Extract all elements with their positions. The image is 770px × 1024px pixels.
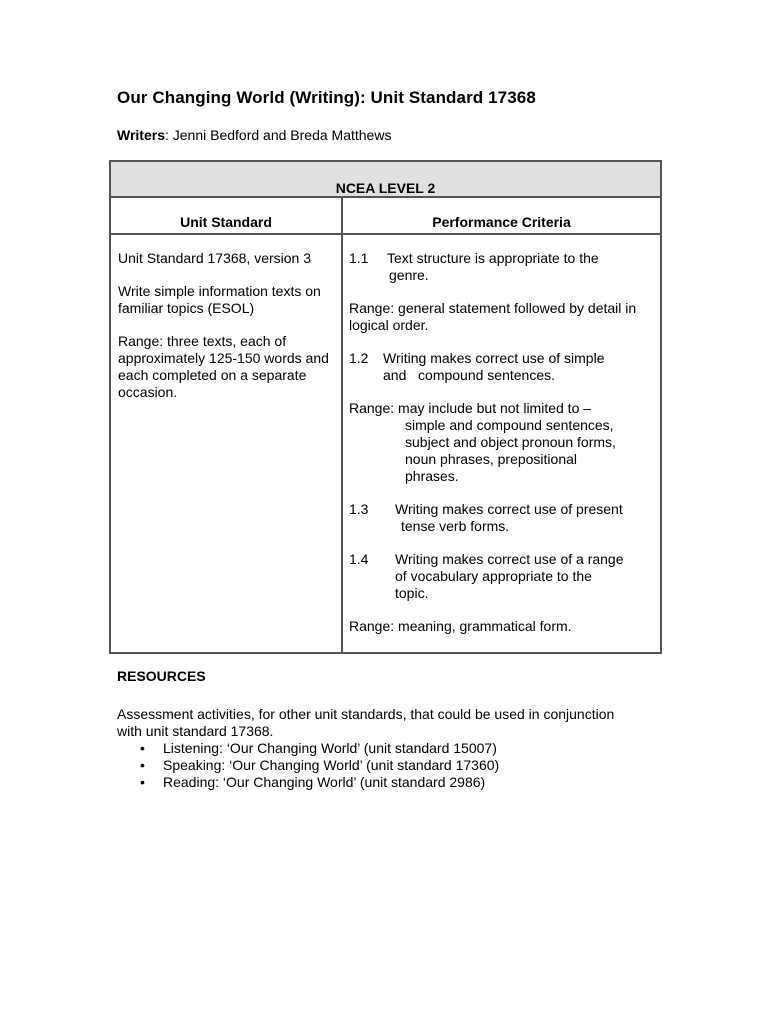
criterion-text: Text structure is appropriate to the [387,250,599,266]
range-item: noun phrases, prepositional [405,451,578,467]
criterion-text: Writing makes correct use of a range [395,551,624,567]
range-label: Range: may include but not limited to – [349,400,592,416]
resources-intro: Assessment activities, for other unit standards, that could be used in conjunction with unit standard 17368. [117,706,615,739]
resource-text: Reading: ‘Our Changing World’ (unit standard 2986) [163,774,486,790]
range-item: phrases. [405,468,459,484]
bullet-icon: • [140,757,145,773]
criterion-1-3 [349,501,659,535]
bullet-icon: • [140,740,145,756]
criteria-table [109,160,662,654]
bullet-icon: • [140,774,145,790]
criterion-number: 1.3 [349,501,369,517]
criterion-text: Writing makes correct use of present [395,501,623,517]
unit-standard-description: Write simple information texts on familiar topics (ESOL) [118,283,321,316]
unit-standard-range: Range: three texts, each of approximately 125-150 words and each completed on a separate occasion. [118,333,329,400]
writers-line [117,127,391,143]
resources-heading: RESOURCES [117,668,206,684]
criterion-number: 1.2 [349,350,369,366]
criterion-1-1 [349,250,659,284]
document-title: Our Changing World (Writing): Unit Standard 17368 [117,88,536,107]
criterion-number: 1.4 [349,551,369,567]
criterion-text-cont: and compound sentences. [383,367,556,383]
criterion-range: Range: meaning, grammatical form. [349,618,572,634]
criterion-text: Writing makes correct use of simple [383,350,605,366]
range-item: simple and compound sentences, [405,417,614,433]
table-header: NCEA LEVEL 2 [111,162,660,198]
list-item [140,740,499,757]
list-item [140,774,499,791]
criterion-number: 1.1 [349,250,369,266]
resources-list [140,740,499,791]
unit-standard-version: Unit Standard 17368, version 3 [118,250,312,266]
resource-text: Speaking: ‘Our Changing World’ (unit standard 17360) [163,757,500,773]
list-item [140,757,499,774]
writers-label: Writers [117,127,165,143]
criterion-text-cont: tense verb forms. [401,518,510,534]
unit-standard-cell [118,250,338,417]
resource-text: Listening: ‘Our Changing World’ (unit standard 15007) [163,740,497,756]
column-header-divider [111,233,660,235]
criterion-range-detail [349,400,659,485]
writers-names: : Jenni Bedford and Breda Matthews [164,127,392,143]
range-item: subject and object pronoun forms, [405,434,616,450]
criterion-text-cont: topic. [395,585,429,601]
criterion-text-cont: genre. [389,267,429,283]
column-header-unit-standard: Unit Standard [180,214,272,230]
column-header-performance-criteria: Performance Criteria [432,214,571,230]
criterion-1-2 [349,350,659,384]
criterion-text-cont: of vocabulary appropriate to the [395,568,592,584]
column-divider [341,198,343,654]
criterion-1-4 [349,551,659,602]
performance-criteria-cell [349,250,659,651]
criterion-range: Range: general statement followed by detail in logical order. [349,300,637,333]
